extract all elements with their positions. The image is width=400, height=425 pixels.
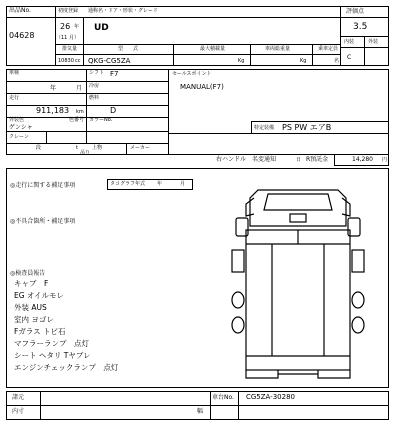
crane-unit3: 吊り	[80, 150, 91, 156]
inspector-line: Fガラス トビ石	[14, 327, 66, 336]
inspector-label: ◎検査員報告	[10, 270, 46, 277]
inspector-line: キャブ F	[14, 279, 49, 288]
max-load-label: 最大積載量	[200, 46, 226, 52]
inspector-line: 室内 ヨゴレ	[14, 315, 54, 324]
lot-number: 04628	[9, 31, 35, 40]
model-code: QKG-CG5ZA	[88, 57, 131, 65]
doors-label: 通称名・ドア・形状・グレード	[88, 8, 158, 14]
score-label: 評価点	[346, 8, 365, 15]
height-label: 幅	[197, 408, 204, 415]
defects-label: ◎不具合箇所・補足事項	[10, 218, 76, 225]
capacity-label: 乗車定員	[318, 46, 339, 52]
maker-label: メーカー	[130, 145, 150, 151]
model-name: UD	[94, 23, 109, 33]
year-value: 26	[60, 22, 71, 31]
color-no-label: 色番号	[69, 117, 85, 123]
tachograph-label: タコグラフ年式	[110, 181, 146, 187]
inspection-month: 月	[76, 85, 83, 92]
mileage-label: 走行	[9, 95, 20, 101]
displacement-unit: cc	[75, 58, 81, 64]
recycle-unit: 円	[382, 157, 388, 163]
truck-diagram-icon	[228, 170, 368, 386]
equipment-value: PS PW エアB	[282, 123, 332, 132]
crane-unit1: 段	[36, 145, 42, 151]
inspection-year: 年	[50, 85, 57, 92]
month-value: （11 月）	[56, 35, 79, 41]
chassis-label: 車台No.	[212, 394, 234, 401]
handle-label: 右ハンドル	[216, 156, 247, 163]
inspector-line: 外装 AUS	[14, 303, 47, 312]
area-label: 諸元	[12, 394, 25, 401]
sales-point-label: セールスポイント	[172, 71, 212, 77]
inspector-line: マフラーランプ 点灯	[14, 339, 89, 348]
year-unit: 年	[74, 24, 80, 30]
chassis-value: CG5ZA-30280	[246, 393, 295, 401]
color-no2-label: カラーNo.	[89, 117, 113, 123]
displacement-label: 排気量	[62, 46, 78, 52]
color-label: 外装色	[9, 117, 25, 123]
lot-label: 出品No.	[9, 7, 31, 14]
fuel-value: D	[110, 106, 117, 115]
exterior-label: 外装	[368, 39, 379, 45]
width-label: 内寸	[12, 408, 25, 415]
shift-value: F7	[110, 70, 119, 78]
inspector-line: エンジンチェックランプ 点灯	[14, 363, 119, 372]
sales-point-value: MANUAL(F7)	[180, 83, 224, 91]
tachograph-year: 年	[157, 181, 163, 187]
crane-label: クレーン	[9, 134, 29, 140]
aircon-label: 冷房	[89, 83, 100, 89]
score-value: 3.5	[353, 22, 368, 32]
inspector-line: シート ヘタリ Tヤブレ	[14, 351, 91, 360]
type-label: 型 式	[118, 46, 139, 52]
inspection-label: 車検	[9, 70, 20, 76]
supplement-label: ◎走行に関する補足事項	[10, 182, 76, 189]
inspector-line: EG オイルモレ	[14, 291, 65, 300]
notice-label: 名変通知	[252, 156, 277, 163]
mileage-value: 911,183	[36, 106, 70, 115]
jyosou-label: 上物	[92, 145, 103, 151]
crane-unit2: t	[76, 145, 78, 151]
vehicle-weight-unit: Kg	[300, 58, 307, 64]
notice-unit: 日	[296, 157, 302, 163]
fuel-label: 燃料	[89, 95, 100, 101]
displacement-value: 10830	[58, 58, 74, 64]
color-value: ゲンシャ	[9, 124, 33, 131]
recycle-value: 14,280	[352, 156, 373, 163]
recycle-label: R預託金	[306, 156, 329, 163]
vehicle-weight-label: 車両総重量	[265, 46, 291, 52]
capacity-unit: 名	[334, 58, 340, 64]
tachograph-month: 月	[180, 181, 186, 187]
interior-label: 内装	[344, 39, 355, 45]
first-reg-label: 初度登録	[58, 8, 79, 14]
interior-value: C	[347, 54, 352, 61]
shift-label: シフト	[89, 70, 105, 76]
max-load-unit: Kg	[238, 58, 245, 64]
equipment-label: 特定装備	[254, 125, 275, 131]
mileage-unit: km	[76, 109, 84, 115]
